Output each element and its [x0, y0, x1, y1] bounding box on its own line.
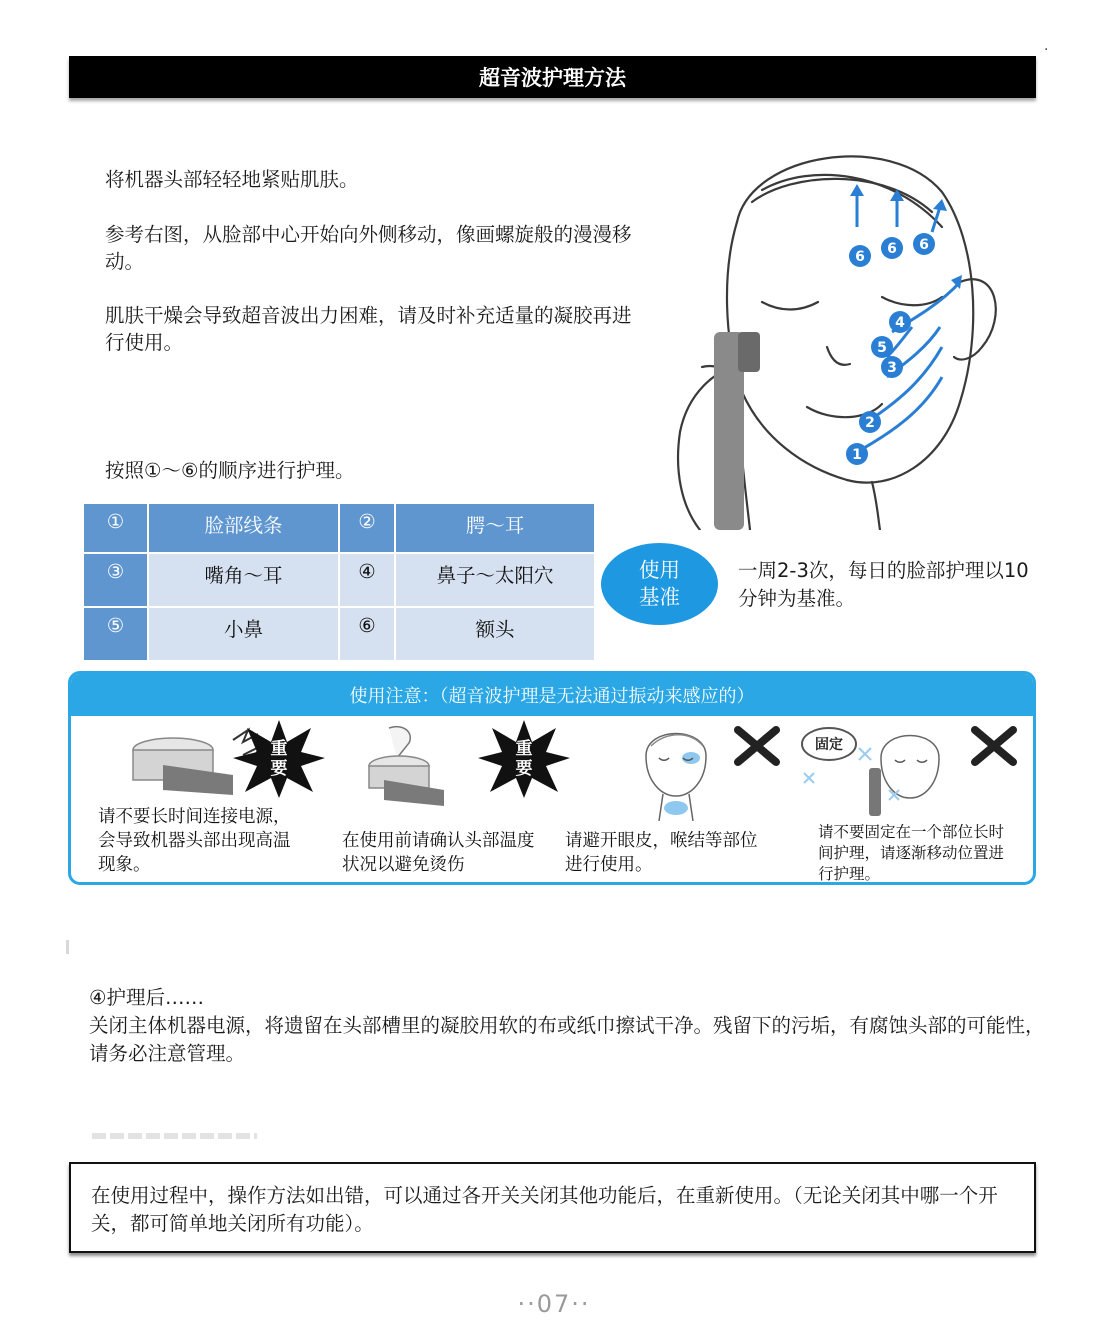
marker-2-label: 2: [865, 415, 875, 431]
intro-paragraph-1: 将机器头部轻轻地紧贴肌肤。: [105, 168, 359, 191]
table-cell-area: 鼻子～太阳穴: [395, 553, 595, 607]
important-star-label-2: 要: [515, 759, 533, 779]
table-cell-number: ⑤: [83, 607, 148, 661]
table-cell-area: 嘴角～耳: [148, 553, 339, 607]
cross-icon: [971, 726, 1017, 766]
table-cell-number: ④: [339, 553, 395, 607]
marker-6c-label: 6: [919, 237, 929, 253]
caution-item-3-text: 请避开眼皮，喉结等部位进行使用。: [565, 831, 758, 875]
temperature-check-illustration: [359, 718, 479, 808]
caution-panel: [68, 671, 1036, 885]
device-head: [738, 332, 760, 372]
important-star-icon: [231, 718, 327, 800]
table-cell-area: 额头: [395, 607, 595, 661]
note-box: [69, 1162, 1036, 1253]
usage-standard-text: 一周2-3次，每日的脸部护理以10分钟为基准。: [738, 559, 1029, 610]
corner-mark: ·: [1044, 42, 1049, 58]
table-cell-number: ①: [83, 503, 148, 553]
table-cell-number: ②: [339, 503, 395, 553]
usage-badge-line-2: 基准: [639, 585, 680, 609]
care-area-table: [82, 502, 596, 662]
page-title: 超音波护理方法: [479, 66, 626, 90]
page-title-bar: [69, 56, 1036, 98]
scan-mark: [66, 940, 69, 954]
marker-6b-label: 6: [887, 241, 897, 257]
table-row: [83, 607, 595, 661]
marker-6a-label: 6: [855, 249, 865, 265]
table-row: [83, 553, 595, 607]
important-star-icon: [476, 718, 572, 800]
table-cell-area: 小鼻: [148, 607, 339, 661]
important-star-label-1: 重: [270, 739, 288, 759]
face-massage-illustration: [642, 132, 1020, 530]
after-care-section: [89, 984, 1049, 1068]
marker-1-label: 1: [852, 447, 862, 463]
cross-icon: [734, 726, 780, 766]
caution-header-text: 使用注意：（超音波护理是无法通过振动来感应的）: [349, 686, 755, 707]
marker-4-label: 4: [895, 315, 905, 331]
usage-standard-badge: [601, 543, 718, 625]
after-care-text: 关闭主体机器电源，将遗留在头部槽里的凝胶用软的布或纸巾擦试干净。残留下的污垢，有腐蚀头部的可能性，请务必注意管理。: [89, 1014, 1045, 1065]
table-cell-area: 腭～耳: [395, 503, 595, 553]
table-cell-number: ⑥: [339, 607, 395, 661]
intro-paragraph-3: 肌肤干燥会导致超音波出力困难，请及时补充适量的凝胶再进行使用。: [105, 304, 632, 354]
caution-item-1-text: 请不要长时间连接电源，会导致机器头部出现高温现象。: [98, 807, 291, 875]
usage-badge-line-1: 使用: [639, 558, 680, 582]
table-row: [83, 503, 595, 553]
table-cell-number: ③: [83, 553, 148, 607]
avoid-eyes-throat-illustration: [621, 716, 731, 821]
intro-paragraph-2: 参考右图，从脸部中心开始向外侧移动，像画螺旋般的漫漫移动。: [105, 223, 632, 273]
important-star-label-2: 要: [270, 759, 288, 779]
care-order-text: 按照①～⑥的顺序进行护理。: [105, 459, 355, 482]
caution-item-2-text: 在使用前请确认头部温度状况以避免烫伤: [342, 831, 535, 875]
after-care-heading: ④护理后……: [89, 986, 204, 1009]
table-cell-area: 脸部线条: [148, 503, 339, 553]
faint-divider: [92, 1133, 257, 1139]
marker-3-label: 3: [887, 360, 897, 376]
note-text: 在使用过程中，操作方法如出错，可以通过各开关关闭其他功能后，在重新使用。（无论关闭其中哪一个开关，都可简单地关闭所有功能）。: [91, 1184, 998, 1235]
marker-5-label: 5: [877, 340, 887, 356]
caution-item-4-text: 请不要固定在一个部位长时间护理，请逐渐移动位置进行护理。: [818, 823, 1005, 883]
important-star-label-1: 重: [515, 739, 533, 759]
caution-header: [71, 674, 1033, 716]
page-number: ··07··: [517, 1290, 591, 1318]
fixed-label: 固定: [815, 737, 843, 753]
fixed-position-illustration: [799, 718, 979, 818]
